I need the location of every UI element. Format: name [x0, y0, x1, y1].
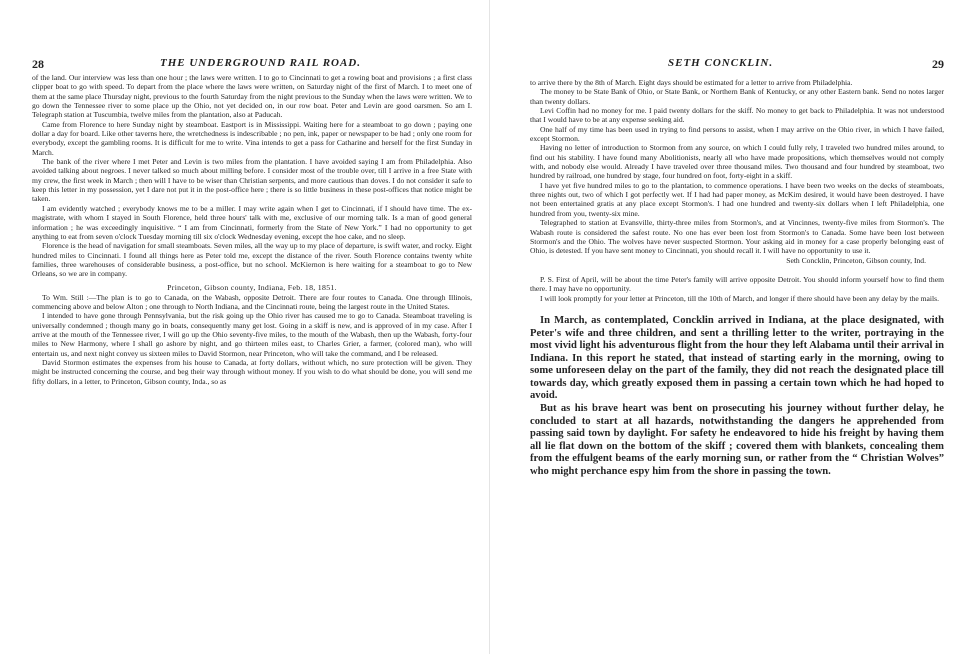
left-running-head: THE UNDERGROUND RAIL ROAD.: [160, 57, 362, 69]
paragraph: Came from Florence to here Sunday night by steamboat. Eastport is in Mississippi. Waiting here for a steamboat to go down ; paying one dollar a day for board. Like other taverns here, the wretchedness is indescribable ; no pen, ink, paper or newspaper to be had ; only one room for everybody, except the gambling rooms. It is difficult for me to write. Vina intends to get a pass for Catharine and herself for the first Sunday in March.: [32, 119, 472, 157]
paragraph: In March, as contemplated, Concklin arrived in Indiana, at the place designated, with Peter's wife and three children, and sent a thrilling letter to the writer, portraying in the most vivid light his adventurous flight from the hour they left Alabama until their arrival in Indiana. In this report he stated, that instead of starting early in the morning, owing to some unforeseen delay on the part of the family, they did not reach the designated place till towards day, which greatly exposed them in passing a certain town which he had hoped to avoid.: [530, 314, 944, 402]
postscript: [530, 275, 944, 303]
paragraph: David Stormon estimates the expenses from his house to Canada, at forty dollars, without which, no sure protection will be given. They might be instructed concerning the course, and beg their way through without money. If you wish to do what should be done, you will send me fifty dollars, in a letter, to Princeton, Gibson county, Inda., so as: [32, 357, 472, 386]
paragraph: I am evidently watched ; everybody knows me to be a miller. I may write again when I get to Cincinnati, if I should have time. The ex-magistrate, with whom I stayed in South Florence, held three hours' talk with me, exclusive of our morning talk. Is a man of good general information ; he was exceedingly inquisitive. “ I am from Cincinnati, formerly from the State of New York.” I had no opportunity to get anything to eat from seven o'clock Tuesday morning till six o'clock Wednesday evening, except the hoe cake, and no sleep.: [32, 203, 472, 241]
right-running-head: SETH CONCKLIN.: [668, 57, 774, 69]
right-page: [490, 0, 980, 654]
paragraph: of the land. Our interview was less than one hour ; the laws were written. I to go to Cincinnati to get a rowing boat and provisions ; a first class clipper boat to go with speed. To depart from the place where the laws were written, on Saturday night of the first of March. I to meet one of them at the same place Thursday night, previous to the fourth Saturday from the night previous to the Sunday when the laws were written. We to go down the Tennessee river to some place up the Ohio, not yet decided on, in our row boat. Peter and Levin are good oarsmen. So am I. Telegraph station at Tuscumbia, twelve miles from the plantation, also at Paducah.: [32, 73, 472, 120]
left-letter-bottom: [32, 293, 472, 386]
paragraph: I will look promptly for your letter at Princeton, till the 10th of March, and longer if there should have been any delay by the mails.: [540, 293, 939, 303]
signature: Seth Concklin, Princeton, Gibson county, Ind.: [786, 255, 926, 265]
paragraph: The bank of the river where I met Peter and Levin is two miles from the plantation. I have avoided saying I am from Philadelphia. Also avoided talking about negroes. I never talked so much about milling before. I consider most of the trouble over, till I arrive in a free State with my crew, the first week in March ; then will I have to be wiser than Christian serpents, and more cautious than doves. I do not consider it safe to keep this letter in my possession, yet I dare not put it in the post-office here ; there is so little business in these post-offices that notice might be taken.: [32, 157, 472, 204]
paragraph: P. S. First of April, will be about the time Peter's family will arrive opposite Detroit. You should inform yourself how to find them there. I may have no opportunity.: [530, 274, 944, 294]
narrative-text: [530, 315, 944, 479]
right-page-number: 29: [932, 57, 944, 71]
left-letter-top: [32, 73, 472, 279]
letter-dateline: Princeton, Gibson county, Indiana, Feb. 18, 1851.: [167, 282, 337, 292]
paragraph: One half of my time has been used in trying to find persons to assist, when I may arrive on the Ohio river, in which I have failed, except Stormon.: [530, 124, 944, 144]
paragraph: I have yet five hundred miles to go to the plantation, to commence operations. I have been two weeks on the decks of steamboats, three nights out, two of which I got perfectly wet. If I had had paper money, as McKim desired, it would have been destroyed. I have not been entertained gratis at any place except Stormon's. I had one hundred and twenty-six dollars when I left Philadelphia, one hundred from you, twenty-six mine.: [530, 180, 944, 218]
paragraph: But as his brave heart was bent on prosecuting his journey without further delay, he concluded to start at all hazards, notwithstanding the dangers he apprehended from passing said town by daylight. For safety he endeavored to hide his freight by having them all lie flat down on the bottom of the skiff ; covered them with blankets, concealing them from the effulgent beams of the early morning sun, or rather from the “ Christian Wolves” who might perchance espy him from the shore in passing the town.: [530, 403, 944, 478]
paragraph: Telegraphed to station at Evansville, thirty-three miles from Stormon's, and at Vincinnes, twenty-five miles from Stormon's. The Wabash route is considered the safest route. No one has ever been lost from Stormon's to Canada. Some have been lost between Stormon's and the Ohio. The wolves have never suspected Stormon. Your asking aid in money for a case properly belonging east of Ohio, is detested. If you have sent money to Cincinnati, you should recall it. I will have no opportunity to use it.: [530, 218, 944, 256]
paragraph: Having no letter of introduction to Stormon from any source, on which I could fully rely, I traveled two hundred miles around, to find out his stability. I have found many Abolitionists, nearly all who have made propositions, which themselves would not comply with, and nobody else would. Already I have traveled over three thousand miles. Two thousand and four hundred by steamboat, two hundred by railroad, one hundred by stage, four hundred on foot, forty-eight in a skiff.: [530, 143, 944, 181]
paragraph: Florence is the head of navigation for small steamboats. Seven miles, all the way up to my place of departure, is swift water, and rocky. Eight hundred miles to Cincinnati. I found all things here as Peter told me, except the distance of the river. South Florence contains twenty white families, three warehouses of considerable business, a post-office, but no school. McKiernon is here waiting for a steamboat to go to New Orleans, so we are in company.: [32, 241, 472, 279]
right-letter-top: [530, 78, 944, 265]
paragraph: The money to be State Bank of Ohio, or State Bank, or Northern Bank of Kentucky, or any other Eastern bank. Send no notes larger than twenty dollars.: [530, 87, 944, 106]
left-page-number: 28: [32, 57, 44, 71]
paragraph: I intended to have gone through Pennsylvania, but the risk going up the Ohio river has caused me to go to Canada. Steamboat traveling is universally condemned ; though many go in boats, consequently many get lost. Going in a skiff is new, and is approved of in my case. After I arrive at the mouth of the Tennessee river, I will go up the Ohio seventy-five miles, to the mouth of the Wabash, then up the Wabash, forty-four miles to New Harmony, where I shall go ashore by night, and go thirteen miles east, to Charles Grier, a farmer, (colored man), who will entertain us, and next night convey us sixteen miles to David Stormon, near Princeton, who will take the command, and I be released.: [32, 311, 472, 358]
paragraph: To Wm. Still :—The plan is to go to Canada, on the Wabash, opposite Detroit. There are four routes to Canada. One through Illinois, commencing above and below Alton ; one through to North Indiana, and the Cincinnati route, being the largest route in the United States.: [32, 292, 472, 311]
paragraph: to arrive there by the 8th of March. Eight days should be estimated for a letter to arrive from Philadelphia.: [530, 78, 853, 87]
paragraph: Levi Coffin had no money for me. I paid twenty dollars for the skiff. No money to get back to Philadelphia. It was not understood that I would have to be at any expense seeking aid.: [530, 106, 944, 125]
